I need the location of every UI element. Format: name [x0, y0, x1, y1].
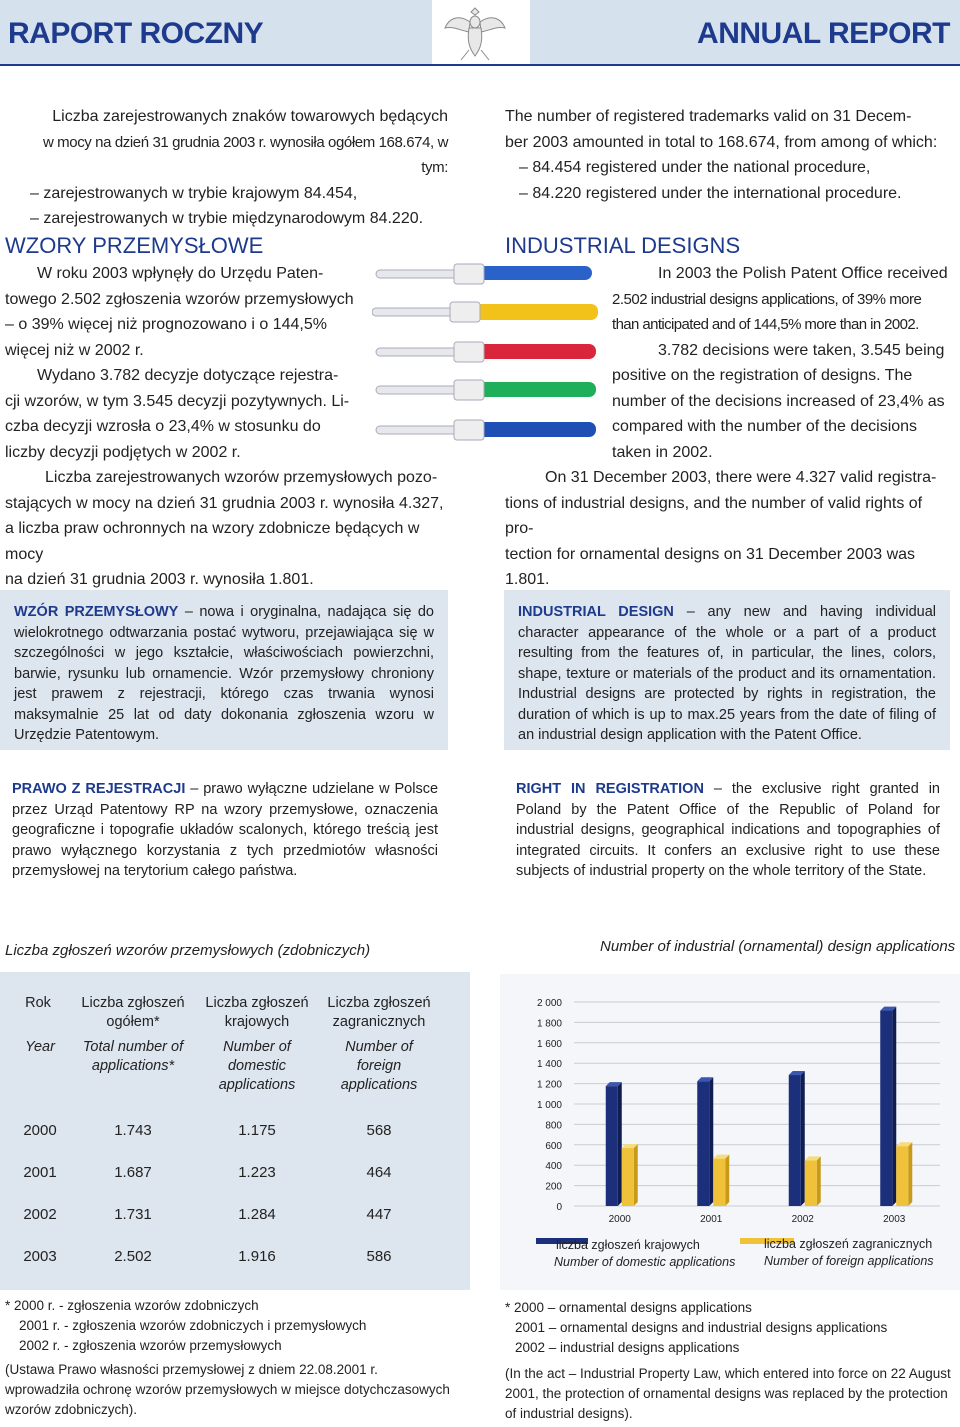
bar-foreign	[805, 1160, 817, 1206]
en-body-line: positive on the registration of designs. The	[612, 367, 913, 384]
pl-body-line: więcej niż w 2002 r.	[5, 341, 144, 359]
y-tick-label: 1 800	[536, 1018, 562, 1030]
bar-side	[618, 1082, 622, 1206]
th-domestic-en: Number of domestic applications	[218, 1039, 296, 1093]
en-body-line: taken in 2002.	[612, 443, 713, 461]
pl-intro	[30, 104, 448, 232]
th-foreign-pl: Liczba zgłoszeń zagranicznych	[327, 995, 431, 1030]
cell-foreign: 447	[366, 1206, 392, 1223]
y-tick-label: 2 000	[536, 998, 562, 1009]
pl-body-2	[5, 465, 453, 593]
en-body-line: In 2003 the Polish Patent Office received	[658, 265, 948, 282]
pl-body-line: liczby decyzji podjętych w 2002 r.	[5, 443, 241, 461]
bar-side	[709, 1077, 713, 1206]
bar-domestic	[789, 1075, 801, 1206]
legend-foreign-pl: liczba zgłoszeń zagranicznych	[764, 1237, 933, 1251]
en-body-line: On 31 December 2003, there were 4.327 valid registra-	[545, 469, 937, 486]
th-foreign-en: Number of foreign applications	[340, 1039, 418, 1093]
cell-total: 1.731	[114, 1206, 152, 1223]
footnote-line: * 2000 – ornamental designs applications	[505, 1300, 752, 1315]
en-body-1	[612, 261, 952, 465]
footnote-line: * 2000 r. - zgłoszenia wzorów zdobniczych	[5, 1298, 259, 1313]
footnote-line: (In the act – Industrial Property Law, which entered into force on 22 August 2001, the protection of ornamental designs was replaced by the protection of industrial designs).	[505, 1366, 951, 1421]
cell-foreign: 568	[366, 1122, 392, 1139]
table-caption: Liczba zgłoszeń wzorów przemysłowych (zdobniczych)	[5, 942, 371, 959]
en-body-line: tection for ornamental designs on 31 December 2003 was	[505, 545, 916, 563]
pl-body-1	[5, 261, 370, 465]
definition-text: – nowa i oryginalna, nadająca się do wielokrotnego odtwarzania postać wytworu, przejawiająca się w szczególności w jego kształcie, właściwościach powierzchni, barwie, rysunku lub ornamencie. Wzór przemysłowy chroniony jest prawem z rejestracji, którego czas trwania wynosi maksymalnie 25 lat od daty dokonania zgłoszenia wzoru w Urzędzie Patentowym.	[14, 604, 434, 743]
en-intro-line: – 84.220 registered under the international procedure.	[519, 184, 902, 202]
pl-body-line: na dzień 31 grudnia 2003 r. wynosiła 1.801.	[5, 571, 314, 588]
pl-body-line: Liczba zarejestrowanych wzorów przemysłowych pozo-	[45, 469, 438, 486]
pl-body-line: – o 39% więcej niż prognozowano i o 144,5%	[5, 316, 327, 333]
en-body-line: number of the decisions increased of 23,4% as	[612, 392, 945, 410]
definition-box-pl	[0, 590, 448, 750]
y-tick-label: 1 000	[536, 1100, 562, 1111]
bar-side	[725, 1155, 729, 1206]
bar-side	[817, 1156, 821, 1206]
footnote-line: 2001 – ornamental designs and industrial designs applications	[515, 1320, 888, 1335]
pen-blue	[376, 264, 592, 284]
cell-total: 1.687	[114, 1164, 152, 1181]
pl-body-line: a liczba praw ochronnych na wzory zdobnicze będących w mocy	[5, 520, 420, 563]
registration-term: PRAWO Z REJESTRACJI	[12, 781, 186, 797]
definition-term: INDUSTRIAL DESIGN	[518, 604, 674, 620]
right-registration-pl	[12, 779, 438, 882]
legend-domestic-pl: liczba zgłoszeń krajowych	[556, 1238, 700, 1252]
footnotes-en	[505, 1298, 953, 1424]
cell-domestic: 1.284	[238, 1206, 276, 1223]
header-title-en: ANNUAL REPORT	[697, 17, 950, 50]
legend-domestic-en: Number of domestic applications	[554, 1255, 736, 1269]
bar-foreign	[622, 1148, 634, 1206]
definition-box-en	[504, 590, 950, 750]
bar-side	[801, 1071, 805, 1206]
eagle-emblem-icon	[441, 0, 509, 68]
pl-body-line: towego 2.502 zgłoszenia wzorów przemysłowych	[5, 290, 354, 308]
x-tick-label: 2003	[883, 1214, 906, 1225]
pl-body-line: stających w mocy na dzień 31 grudnia 2003 r. wynosiła 4.327,	[5, 494, 444, 512]
en-body-line: 2.502 industrial designs applications, of 39% more	[612, 290, 922, 308]
pl-intro-line: w mocy na dzień 31 grudnia 2003 r. wynosiła ogółem 168.674, w tym:	[42, 133, 448, 176]
y-tick-label: 1 600	[536, 1038, 562, 1050]
cell-year: 2002	[23, 1206, 57, 1223]
th-year-pl: Rok	[25, 995, 51, 1011]
y-tick-label: 200	[545, 1181, 562, 1193]
bar-domestic	[880, 1011, 892, 1206]
pens-illustration	[372, 258, 612, 450]
y-tick-label: 600	[545, 1140, 562, 1152]
definition-text: – any new and having individual character appearance of the whole or a part of a product resulting from the features of, in particular, the lines, colors, shape, texture or materials of the product and its ornamentation. Industrial designs are protected by rights in registration, the duration of which is up to max.25 years from the date of filing of an industrial design application with the Patent Office.	[518, 604, 936, 743]
pl-body-line: czba decyzji wzrosła o 23,4% w stosunku do	[5, 418, 321, 435]
x-tick-label: 2001	[700, 1214, 723, 1225]
cell-year: 2001	[23, 1164, 57, 1181]
bar-side	[892, 1007, 896, 1206]
cell-domestic: 1.175	[238, 1122, 276, 1139]
footnote-line: 2002 r. - zgłoszenia wzorów przemysłowych	[19, 1338, 282, 1353]
pl-body-line: cji wzorów, w tym 3.545 decyzji pozytywnych. Li-	[5, 392, 350, 410]
pl-intro-line: – zarejestrowanych w trybie międzynarodowym 84.220.	[30, 210, 424, 227]
en-heading: INDUSTRIAL DESIGNS	[505, 233, 741, 258]
chart-caption: Number of industrial (ornamental) design applications	[600, 938, 956, 955]
header-title-pl: RAPORT ROCZNY	[8, 17, 264, 50]
bar-side	[634, 1144, 638, 1206]
bar-foreign	[896, 1146, 908, 1206]
bar-foreign	[713, 1159, 725, 1206]
pl-intro-line: – zarejestrowanych w trybie krajowym 84.454,	[30, 184, 358, 202]
th-total-pl: Liczba zgłoszeń ogółem*	[81, 995, 185, 1030]
pen-yellow	[372, 302, 598, 322]
pl-heading: WZORY PRZEMYSŁOWE	[5, 233, 264, 258]
legend-foreign-en: Number of foreign applications	[764, 1254, 934, 1268]
cell-foreign: 464	[366, 1164, 392, 1181]
y-tick-label: 800	[545, 1120, 562, 1132]
th-total-en: Total number of applications*	[82, 1039, 184, 1074]
pl-body-line: W roku 2003 wpłynęły do Urzędu Paten-	[37, 265, 324, 282]
registration-text: – the exclusive right granted in Poland by the Patent Office of the Republic of Poland for industrial designs, geographical indications and topographies of integrated circuits. It confers an exclusive right to use these subjects of industrial property on the whole territory of the State.	[516, 781, 940, 879]
en-body-line: 1.801.	[505, 571, 550, 588]
registration-term: RIGHT IN REGISTRATION	[516, 781, 704, 797]
footnotes-pl	[5, 1296, 453, 1420]
pl-body-line: Wydano 3.782 decyzje dotyczące rejestra-	[37, 367, 339, 384]
th-year-en: Year	[25, 1039, 55, 1055]
en-intro	[505, 104, 950, 206]
pen-green	[376, 380, 596, 400]
en-body-line: than anticipated and of 144,5% more than in 2002.	[612, 316, 919, 333]
bar-side	[908, 1142, 912, 1206]
footnote-line: 2001 r. - zgłoszenia wzorów zdobniczych i przemysłowych	[19, 1318, 367, 1333]
cell-total: 2.502	[114, 1248, 152, 1265]
bar-domestic	[606, 1086, 618, 1206]
cell-domestic: 1.223	[238, 1164, 276, 1181]
en-body-line: 3.782 decisions were taken, 3.545 being	[658, 341, 945, 359]
en-intro-line: – 84.454 registered under the national procedure,	[519, 159, 871, 176]
cell-total: 1.743	[114, 1122, 152, 1139]
y-tick-label: 1 200	[536, 1079, 562, 1091]
bar-domestic	[697, 1081, 709, 1206]
x-tick-label: 2000	[608, 1214, 631, 1225]
definition-term: WZÓR PRZEMYSŁOWY	[14, 604, 179, 620]
applications-bar-chart	[500, 974, 960, 1290]
footnote-line: (Ustawa Prawo własności przemysłowej z dniem 22.08.2001 r. wprowadziła ochronę wzorów przemysłowych w miejsce dotychczasowych wzorów zdobniczych).	[5, 1362, 450, 1417]
page-header	[0, 0, 960, 72]
pl-intro-line: Liczba zarejestrowanych znaków towarowych będących	[52, 108, 448, 125]
right-registration-en	[516, 779, 940, 882]
cell-domestic: 1.916	[238, 1248, 276, 1265]
applications-table	[0, 972, 470, 1290]
footnote-line: 2002 – industrial designs applications	[515, 1340, 740, 1355]
registration-text: – prawo wyłączne udzielane w Polsce przez Urząd Patentowy RP na wzory przemysłowe, oznaczenia geograficzne i topografie układów scalonych, którego treścią jest prawo wyłącznego korzystania z tych przedmiotów własności przemysłowej na terytorium całego państwa.	[12, 781, 439, 879]
y-tick-label: 400	[545, 1161, 562, 1173]
y-tick-label: 1 400	[536, 1059, 562, 1071]
en-body-line: tions of industrial designs, and the number of valid rights of pro-	[505, 494, 923, 537]
en-body-2	[505, 465, 953, 593]
en-intro-line: The number of registered trademarks valid on 31 Decem-	[505, 108, 912, 125]
pen-red	[376, 342, 596, 362]
cell-year: 2003	[23, 1248, 57, 1265]
cell-year: 2000	[23, 1122, 57, 1139]
pen-blue-2	[376, 420, 596, 440]
y-tick-label: 0	[556, 1202, 562, 1213]
en-body-line: compared with the number of the decisions	[612, 418, 918, 435]
th-domestic-pl: Liczba zgłoszeń krajowych	[205, 995, 309, 1030]
en-intro-line: ber 2003 amounted in total to 168.674, from among of which:	[505, 133, 938, 151]
cell-foreign: 586	[366, 1248, 392, 1265]
x-tick-label: 2002	[791, 1214, 814, 1225]
